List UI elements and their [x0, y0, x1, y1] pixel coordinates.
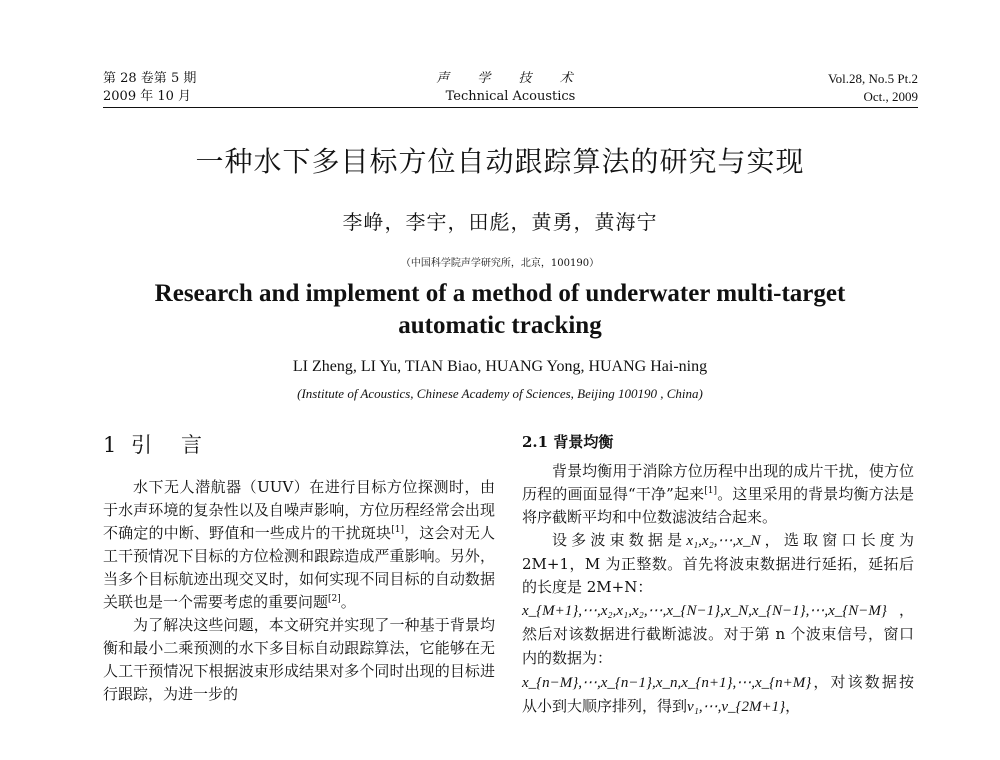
header-journal-en: Technical Acoustics	[445, 89, 576, 104]
window-data-line	[522, 671, 914, 719]
extended-sequence-line	[522, 599, 914, 671]
p2-text-e: ，	[785, 697, 801, 715]
paper-title-en: Research and implement of a method of underwater multi-target automatic tracking	[154, 280, 846, 339]
paper-title-cn: 一种水下多目标方位自动跟踪算法的研究与实现	[195, 145, 805, 178]
header-date-en: Oct., 2009	[863, 89, 918, 104]
section-2-1-paragraph-1	[522, 460, 914, 529]
p2-text-b: ，选取窗口长度为 2M+1，M 为正整数。首先将波束数据进行延拓，延拓后的长度是 2M+N：	[522, 531, 914, 596]
p2-text-a: 设多波束数据是	[552, 531, 687, 549]
section-1-p1-text-b: ，这会对无人工干预情况下目标的方位检测和跟踪造成严重影响。另外，当多个目标航迹出现交叉时，如何实现不同目标的自动数据关联也是一个需要考虑的重要问题	[103, 524, 495, 611]
header-rule	[103, 107, 918, 108]
left-column	[103, 430, 495, 706]
section-2-1-heading: 2.1 背景均衡	[522, 433, 614, 451]
beam-data-formula: x₁,x₂,⋯,x_N	[686, 533, 761, 549]
citation-2: [2]	[328, 594, 341, 604]
page-header	[103, 60, 918, 108]
sorted-data-formula: v₁,⋯,v_{2M+1}	[687, 699, 786, 715]
header-volume-en-block	[828, 70, 918, 106]
header-journal-block	[103, 70, 918, 106]
p2-text-d: ，对该数据按从小到大顺序排列，得到	[522, 673, 914, 715]
section-2-1-p1-text: 背景均衡用于消除方位历程中出现的成片干扰，使方位历程的画面显得“干净”起来	[522, 462, 914, 503]
section-1-heading: 1 引 言	[103, 433, 207, 457]
extended-sequence-formula: x_{M+1},⋯,x₂,x₁,x₂,⋯,x_{N−1},x_N,x_{N−1},⋯,x_{N−M}	[522, 603, 887, 619]
p2-text-c: ，然后对该数据进行截断滤波。对于第 n 个波束信号，窗口内的数据为：	[522, 601, 914, 667]
paper-affiliation-en: (Institute of Acoustics, Chinese Academy of Sciences, Beijing 100190 , China)	[297, 386, 703, 401]
citation-1-right: [1]	[704, 486, 718, 496]
section-1-p1-text: 水下无人潜航器（UUV）在进行目标方位探测时，由于水声环境的复杂性以及自噪声影响，方位历程经常会出现不确定的中断、野值和一些成片的干扰斑块	[103, 478, 495, 542]
header-journal-cn: 声 学 技 术	[436, 71, 585, 86]
section-1-p1-text-c: 。	[340, 593, 356, 611]
header-volume-cn: 第 28 卷第 5 期	[103, 71, 197, 86]
header-date-cn: 2009 年 10 月	[103, 89, 192, 104]
section-2-1-p1-text-b: 。这里采用的背景均衡方法是将序截断平均和中位数滤波结合起来。	[522, 485, 914, 526]
paper-authors-cn: 李峥，李宇，田彪，黄勇，黄海宁	[342, 210, 658, 234]
section-2-1-paragraph-2	[522, 529, 914, 599]
section-1-paragraph-2: 为了解决这些问题，本文研究并实现了一种基于背景均衡和最小二乘预测的水下多目标自动跟踪算法，它能够在无人工干预情况下根据波束形成结果对多个同时出现的目标进行跟踪，为进一步的	[103, 616, 495, 703]
right-column	[522, 430, 914, 719]
paper-affiliation-cn: （中国科学院声学研究所，北京，100190）	[400, 258, 600, 269]
paper-authors-en: LI Zheng, LI Yu, TIAN Biao, HUANG Yong, HUANG Hai-ning	[292, 358, 708, 375]
section-1-paragraph-1	[103, 476, 495, 614]
citation-1: [1]	[391, 525, 404, 535]
window-data-formula: x_{n−M},⋯,x_{n−1},x_n,x_{n+1},⋯,x_{n+M}	[522, 675, 812, 691]
header-volume-en: Vol.28, No.5 Pt.2	[827, 71, 918, 86]
